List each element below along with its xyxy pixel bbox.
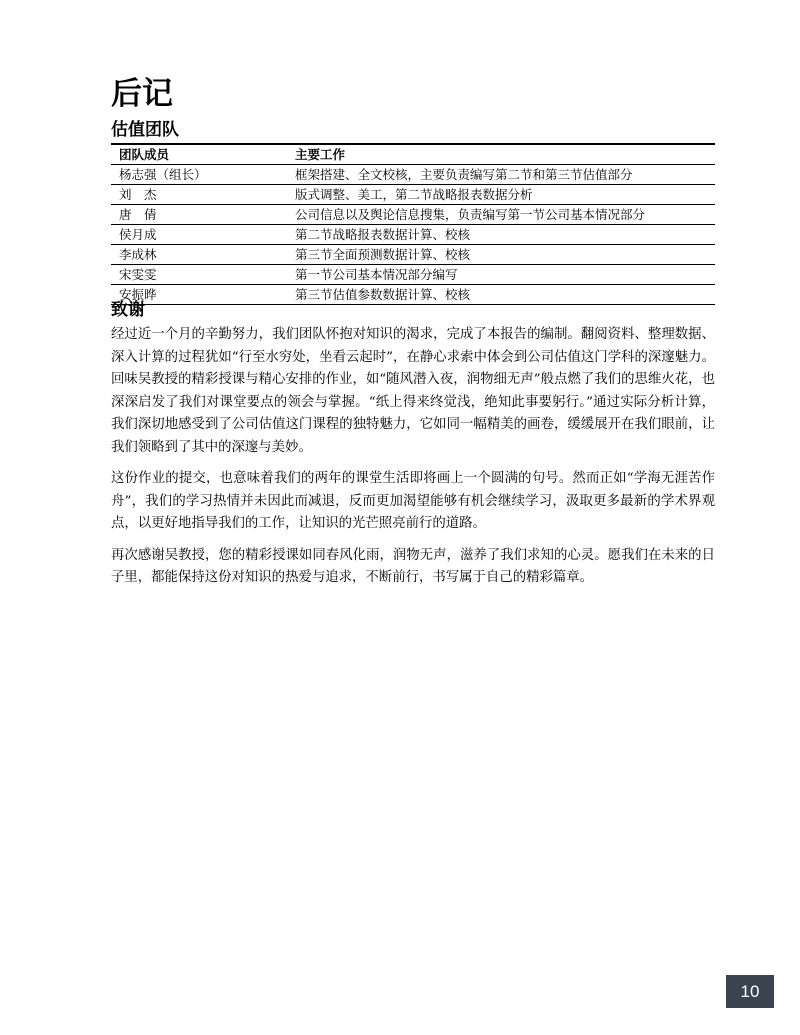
page-number-badge: 10 — [726, 975, 774, 1008]
member-work: 公司信息以及舆论信息搜集，负责编写第一节公司基本情况部分 — [287, 205, 715, 225]
member-name: 杨志强（组长） — [111, 165, 287, 185]
team-section-title: 估值团队 — [111, 120, 179, 140]
page-title: 后记 — [111, 76, 173, 112]
table-row — [111, 265, 715, 285]
table-row — [111, 245, 715, 265]
acknowledgement-paragraph: 这份作业的提交，也意味着我们的两年的课堂生活即将画上一个圆满的句号。然而正如“学海无涯苦作舟”，我们的学习热情并未因此而减退，反而更加渴望能够有机会继续学习，汲取更多最新的学术界观点，以更好地指导我们的工作，让知识的光芒照亮前行的道路。 — [111, 471, 715, 531]
member-work: 第二节战略报表数据计算、校核 — [287, 225, 715, 245]
table-row — [111, 185, 715, 205]
member-name: 安振晔 — [111, 285, 287, 305]
member-work: 第三节全面预测数据计算、校核 — [287, 245, 715, 265]
table-row — [111, 205, 715, 225]
member-name: 李成林 — [111, 245, 287, 265]
table-row — [111, 225, 715, 245]
member-work: 框架搭建、全文校核，主要负责编写第二节和第三节估值部分 — [287, 165, 715, 185]
team-table — [111, 143, 715, 305]
table-row — [111, 285, 715, 305]
team-table-header-row — [111, 144, 715, 165]
member-work: 版式调整、美工，第二节战略报表数据分析 — [287, 185, 715, 205]
header-work: 主要工作 — [287, 144, 715, 165]
acknowledgement-body — [111, 324, 715, 599]
acknowledgement-title: 致谢 — [111, 300, 145, 320]
member-name: 刘 杰 — [111, 185, 287, 205]
member-name: 唐 倩 — [111, 205, 287, 225]
member-name: 宋雯雯 — [111, 265, 287, 285]
table-row — [111, 165, 715, 185]
header-member: 团队成员 — [111, 144, 287, 165]
member-work: 第一节公司基本情况部分编写 — [287, 265, 715, 285]
member-name: 侯月成 — [111, 225, 287, 245]
acknowledgement-paragraph: 经过近一个月的辛勤努力，我们团队怀抱对知识的渴求，完成了本报告的编制。翻阅资料、整理数据、深入计算的过程犹如“行至水穷处，坐看云起时”，在静心求索中体会到公司估值这门学科的深邃魅力。回味吴教授的精彩授课与精心安排的作业，如“随风潜入夜，润物细无声”般点燃了我们的思维火花，也深深启发了我们对课堂要点的领会与掌握。“纸上得来终觉浅，绝知此事要躬行。”通过实际分析计算，我们深切地感受到了公司估值这门课程的独特魅力，它如同一幅精美的画卷，缓缓展开在我们眼前，让我们领略到了其中的深邃与美妙。 — [111, 327, 715, 455]
acknowledgement-paragraph: 再次感谢吴教授，您的精彩授课如同春风化雨，润物无声，滋养了我们求知的心灵。愿我们在未来的日子里，都能保持这份对知识的热爱与追求，不断前行，书写属于自己的精彩篇章。 — [111, 547, 715, 585]
member-work: 第三节估值参数数据计算、校核 — [287, 285, 715, 305]
